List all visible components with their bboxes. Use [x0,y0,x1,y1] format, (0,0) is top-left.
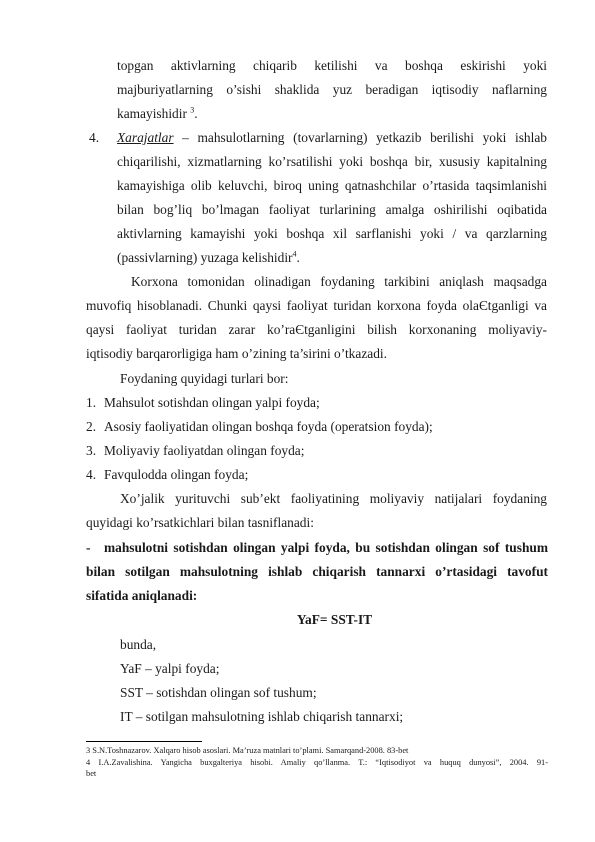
footnote-4-line1: 4 I.A.Zavalishina. Yangicha buxgalteriya hisobi. Amaliy qo’llanma. T.: “Iqtisodiyot va huquq dunyosi”, 2004. 91- [86,758,548,767]
footnote-4-line2: bet [86,769,97,778]
list-item-number: 1. [86,395,97,410]
item4-number: 4. [89,130,100,145]
footnote-ref-3[interactable]: 3 [190,105,195,115]
bold-item-dash: - [86,540,91,555]
item4-line2: chiqarilishi, xizmatlarning ko’rsatilishi yoki boshqa bir, xususiy kapitalning [117,154,547,169]
item4-line1-rest: – mahsulotlarning (tovarlarning) yetkazib berilishi yoki ishlab [173,130,547,145]
item4-line1 [117,129,547,146]
para2-line1: Xo’jalik yurituvchi sub’ekt faoliyatining moliyaviy natijalari foydaning [120,491,547,506]
list-item: Favqulodda olingan foyda; [104,467,249,482]
footnote-separator [86,741,202,742]
item4-term: Xarajatlar [117,130,174,145]
para1-line2: muvofiq hisoblanadi. Chunki qaysi faoliyat turidan korxona foyda olaЄtganligi va [86,298,547,313]
list-item-number: 4. [86,467,97,482]
legend-item: SST – sotishdan olingan sof tushum; [120,685,317,700]
item4-line5: aktivlarning kamayishi yoki boshqa xil sarflanishi yoki / va qarzlarning [117,226,547,241]
item4-line6-text: (passivlarning) yuzaga kelishidir [117,250,293,265]
para1-line4: iqtisodiy barqarorligiga ham o’zining ta’sirini o’tkazadi. [86,346,387,361]
bold-item-line2: bilan sotilgan mahsulotning ishlab chiqarish tannarxi o’rtasidagi tavofut [86,564,548,579]
formula: YaF= SST-IT [296,612,373,627]
para1-line1: Korxona tomonidan olinadigan foydaning tarkibini aniqlash maqsadga [131,274,547,289]
list-item: Moliyaviy faoliyatdan olingan foyda; [104,443,305,458]
legend-item: IT – sotilgan mahsulotning ishlab chiqarish tannarxi; [120,709,404,724]
legend-intro: bunda, [120,637,157,652]
types-intro: Foydaning quyidagi turlari bor: [120,371,289,386]
list-item-number: 2. [86,419,97,434]
item3-line1: topgan aktivlarning chiqarib ketilishi va boshqa eskirishi yoki [117,58,547,73]
para2-line2: quyidagi ko’rsatkichlari bilan tasniflanadi: [86,515,314,530]
legend-item: YaF – yalpi foyda; [120,661,220,676]
footnote-ref-4[interactable]: 4 [292,249,297,259]
para1-line3: qaysi faoliyat turidan zarar ko’raЄtganligini bilish korxonaning moliyaviy- [86,322,547,337]
item4-line3: kamayishiga olib keluvchi, biroq uning qatnashchilar o’rtasida taqsimlanishi [117,178,547,193]
bold-item-line3: sifatida aniqlanadi: [86,588,198,603]
footnote-3: 3 S.N.Toshnazarov. Xalqaro hisob asoslari. Ma’ruza matnlari to’plami. Samarqand-2008. 83-bet [86,746,409,755]
bold-item-line1: mahsulotni sotishdan olingan yalpi foyda, bu sotishdan olingan sof tushum [104,540,548,555]
item4-line4: bilan bog’liq bo’lmagan faoliyat turlarining amalga oshirilishi oqibatida [117,202,547,217]
list-item: Mahsulot sotishdan olingan yalpi foyda; [104,395,320,410]
item4-line6 [117,249,300,266]
item3-line3-text: kamayishidir [117,106,187,121]
item3-line3-end: . [194,106,198,121]
item3-line2: majburiyatlarning o’sishi shaklida yuz beradigan iqtisodiy naflarning [117,82,547,97]
list-item: Asosiy faoliyatidan olingan boshqa foyda (operatsion foyda); [104,419,433,434]
item3-line3 [117,105,198,122]
list-item-number: 3. [86,443,97,458]
item4-line6-end: . [296,250,300,265]
